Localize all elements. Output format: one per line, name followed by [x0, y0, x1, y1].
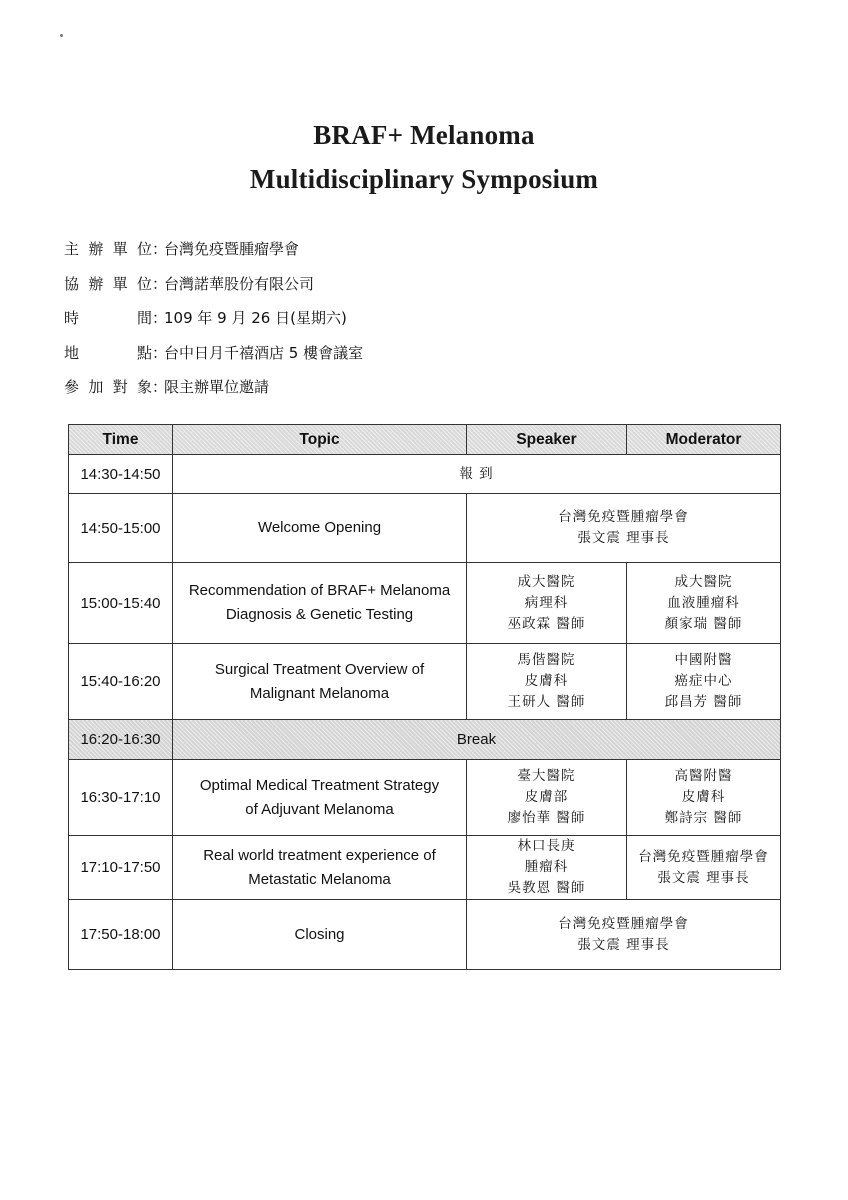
speaker-line: 張文震 理事長	[577, 936, 670, 953]
moderator-line: 顏家瑞 醫師	[664, 615, 743, 632]
moderator-line: 台灣免疫暨腫瘤學會	[638, 848, 769, 865]
registration-cell: 報 到	[173, 455, 781, 494]
header-moderator: Moderator	[627, 425, 781, 455]
table-header-row	[69, 425, 781, 455]
topic-cell	[173, 644, 467, 720]
info-colon: ：	[152, 274, 168, 293]
speaker-line: 臺大醫院	[517, 768, 576, 784]
info-label: 地點	[64, 343, 152, 362]
speaker-line: 馬偕醫院	[517, 652, 576, 668]
topic-line: Optimal Medical Treatment Strategy	[199, 776, 440, 794]
info-row-organizer	[64, 232, 363, 267]
table-row	[69, 760, 781, 836]
scan-speck	[60, 34, 63, 37]
moderator-cell	[627, 760, 781, 836]
info-row-audience	[64, 370, 363, 405]
speaker-cell	[467, 563, 627, 644]
speaker-line: 病理科	[524, 594, 569, 611]
topic-line: Welcome Opening	[257, 519, 382, 536]
info-value: 109 年 9 月 26 日(星期六)	[164, 309, 347, 327]
time-cell: 15:40-16:20	[69, 644, 173, 720]
info-value: 台灣諾華股份有限公司	[164, 274, 315, 293]
info-colon: ：	[152, 240, 168, 258]
table-row	[69, 644, 781, 720]
speaker-line: 腫瘤科	[524, 859, 569, 875]
moderator-line: 癌症中心	[674, 673, 733, 689]
moderator-cell	[627, 644, 781, 720]
moderator-cell	[627, 563, 781, 644]
info-colon: ：	[152, 309, 168, 327]
info-label: 協辦單位	[64, 274, 152, 293]
speaker-cell	[467, 900, 781, 970]
document-title-line-1: BRAF+ Melanoma	[313, 120, 535, 150]
speaker-line: 皮膚部	[524, 789, 569, 805]
topic-cell	[173, 563, 467, 644]
time-cell: 16:30-17:10	[69, 760, 173, 836]
info-row-location	[64, 336, 363, 371]
moderator-line: 皮膚科	[681, 789, 726, 805]
speaker-line: 王研人 醫師	[507, 694, 586, 710]
event-info-block	[64, 232, 363, 405]
speaker-line: 巫政霖 醫師	[507, 615, 586, 632]
speaker-cell	[467, 644, 627, 720]
speaker-line: 成大醫院	[517, 573, 576, 590]
topic-line: Recommendation of BRAF+ Melanoma	[188, 582, 451, 599]
header-time: Time	[69, 425, 173, 455]
speaker-line: 台灣免疫暨腫瘤學會	[558, 509, 689, 525]
time-cell: 16:20-16:30	[69, 720, 173, 760]
topic-cell	[173, 760, 467, 836]
topic-cell	[173, 494, 467, 563]
schedule-table	[68, 424, 781, 970]
table-row	[69, 563, 781, 644]
speaker-line: 廖怡華 醫師	[507, 810, 586, 826]
speaker-cell	[467, 836, 627, 900]
document-title-line-2: Multidisciplinary Symposium	[249, 164, 599, 194]
moderator-cell	[627, 836, 781, 900]
moderator-line: 張文震 理事長	[657, 869, 750, 886]
topic-cell	[173, 836, 467, 900]
speaker-line: 皮膚科	[524, 673, 569, 689]
topic-line: Metastatic Melanoma	[248, 870, 391, 888]
topic-line: of Adjuvant Melanoma	[245, 800, 394, 818]
topic-line: Real world treatment experience of	[203, 846, 436, 864]
topic-line: Malignant Melanoma	[249, 684, 390, 702]
info-label: 時間	[64, 309, 152, 327]
time-cell: 17:50-18:00	[69, 900, 173, 970]
speaker-line: 張文震 理事長	[577, 530, 670, 546]
moderator-line: 血液腫瘤科	[667, 594, 740, 611]
time-cell: 15:00-15:40	[69, 563, 173, 644]
table-row	[69, 836, 781, 900]
table-row	[69, 494, 781, 563]
speaker-line: 林口長庚	[517, 838, 576, 854]
speaker-cell	[467, 760, 627, 836]
moderator-line: 高醫附醫	[674, 768, 733, 784]
speaker-line: 台灣免疫暨腫瘤學會	[558, 915, 689, 932]
info-row-time	[64, 301, 363, 336]
speaker-cell	[467, 494, 781, 563]
info-colon: ：	[152, 343, 168, 362]
info-value: 台灣免疫暨腫瘤學會	[164, 240, 300, 258]
time-cell: 14:50-15:00	[69, 494, 173, 563]
speaker-line: 吳教恩 醫師	[507, 880, 586, 896]
topic-line: Diagnosis & Genetic Testing	[225, 606, 414, 623]
break-row	[69, 720, 781, 760]
time-cell: 17:10-17:50	[69, 836, 173, 900]
info-label: 參加對象	[64, 378, 152, 396]
moderator-line: 中國附醫	[674, 652, 733, 668]
info-row-co-organizer	[64, 267, 363, 302]
moderator-line: 鄭詩宗 醫師	[664, 810, 743, 826]
table-row	[69, 455, 781, 494]
moderator-line: 成大醫院	[674, 573, 733, 590]
table-row	[69, 900, 781, 970]
break-cell: Break	[173, 720, 781, 760]
header-speaker: Speaker	[467, 425, 627, 455]
info-value: 限主辦單位邀請	[164, 378, 270, 396]
info-colon: ：	[152, 378, 168, 396]
topic-line: Surgical Treatment Overview of	[214, 660, 425, 678]
moderator-line: 邱昌芳 醫師	[664, 694, 743, 710]
time-cell: 14:30-14:50	[69, 455, 173, 494]
header-topic: Topic	[173, 425, 467, 455]
topic-line: Closing	[294, 925, 345, 943]
info-value: 台中日月千禧酒店 5 樓會議室	[164, 343, 364, 362]
topic-cell	[173, 900, 467, 970]
info-label: 主辦單位	[64, 240, 152, 258]
